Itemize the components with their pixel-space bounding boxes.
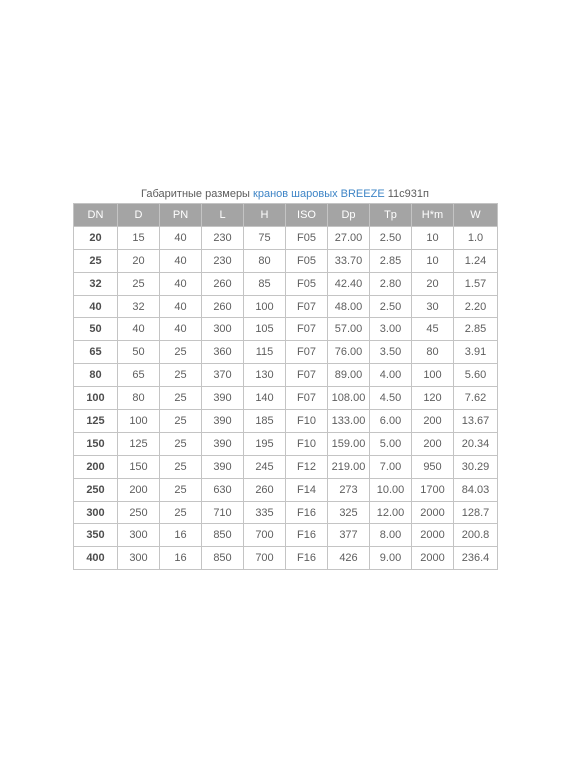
table-cell: 100 [244,295,286,318]
caption-text: Габаритные размеры [141,188,250,200]
dn-cell: 300 [74,501,118,524]
table-cell: F10 [286,410,328,433]
dn-cell: 32 [74,272,118,295]
dn-cell: 25 [74,249,118,272]
table-cell: 10 [412,249,454,272]
table-cell: 195 [244,432,286,455]
table-cell: 115 [244,341,286,364]
table-cell: 40 [160,272,202,295]
table-cell: 335 [244,501,286,524]
table-cell: 9.00 [370,547,412,570]
table-cell: 300 [202,318,244,341]
table-cell: 370 [202,364,244,387]
table-cell: 130 [244,364,286,387]
table-cell: 12.00 [370,501,412,524]
table-cell: 40 [160,318,202,341]
table-cell: 57.00 [328,318,370,341]
table-cell: 100 [412,364,454,387]
table-row [74,524,498,547]
table-cell: 2.85 [454,318,498,341]
table-cell: F05 [286,226,328,249]
table-cell: 45 [412,318,454,341]
table-cell: 15 [118,226,160,249]
table-header-row [74,204,498,227]
table-cell: 3.50 [370,341,412,364]
table-cell: 85 [244,272,286,295]
table-cell: 8.00 [370,524,412,547]
table-cell: 40 [160,249,202,272]
table-cell: 390 [202,387,244,410]
table-cell: F05 [286,249,328,272]
table-cell: 25 [160,387,202,410]
table-cell: 150 [118,455,160,478]
table-cell: 377 [328,524,370,547]
table-cell: 630 [202,478,244,501]
table-cell: 950 [412,455,454,478]
column-header: W [454,204,498,227]
table-cell: 5.60 [454,364,498,387]
table-cell: 710 [202,501,244,524]
table-cell: 16 [160,524,202,547]
table-cell: 4.00 [370,364,412,387]
table-cell: 2.85 [370,249,412,272]
dn-cell: 40 [74,295,118,318]
table-row [74,364,498,387]
table-cell: 2000 [412,547,454,570]
column-header: L [202,204,244,227]
table-cell: 33.70 [328,249,370,272]
table-cell: 20.34 [454,432,498,455]
table-row [74,249,498,272]
table-row [74,387,498,410]
table-cell: 250 [118,501,160,524]
table-cell: 390 [202,410,244,433]
table-cell: 4.50 [370,387,412,410]
table-cell: 7.00 [370,455,412,478]
table-cell: 25 [160,341,202,364]
table-cell: 20 [118,249,160,272]
table-cell: 10 [412,226,454,249]
table-cell: 2000 [412,501,454,524]
table-row [74,501,498,524]
table-cell: 1700 [412,478,454,501]
table-cell: 2.20 [454,295,498,318]
table-cell: 75 [244,226,286,249]
table-cell: 325 [328,501,370,524]
table-row [74,478,498,501]
table-cell: 40 [118,318,160,341]
table-cell: 89.00 [328,364,370,387]
column-header: PN [160,204,202,227]
table-cell: 200 [118,478,160,501]
table-cell: 30.29 [454,455,498,478]
table-cell: 245 [244,455,286,478]
table-cell: 850 [202,547,244,570]
table-cell: 390 [202,432,244,455]
table-cell: 128.7 [454,501,498,524]
caption-link[interactable]: кранов шаровых BREEZE [253,188,385,200]
table-cell: 700 [244,547,286,570]
table-row [74,341,498,364]
column-header: Tp [370,204,412,227]
dn-cell: 250 [74,478,118,501]
table-cell: 200 [412,410,454,433]
table-body [74,226,498,569]
table-cell: 260 [244,478,286,501]
table-cell: 48.00 [328,295,370,318]
table-cell: 16 [160,547,202,570]
table-cell: 2.80 [370,272,412,295]
dimensions-table [73,203,498,570]
table-cell: 200 [412,432,454,455]
table-cell: 108.00 [328,387,370,410]
table-cell: 50 [118,341,160,364]
table-row [74,455,498,478]
table-row [74,295,498,318]
table-cell: 360 [202,341,244,364]
table-cell: 159.00 [328,432,370,455]
table-cell: 300 [118,524,160,547]
table-cell: 7.62 [454,387,498,410]
table-cell: 25 [160,410,202,433]
table-cell: 1.57 [454,272,498,295]
table-cell: F10 [286,432,328,455]
table-cell: 426 [328,547,370,570]
table-row [74,547,498,570]
table-cell: 219.00 [328,455,370,478]
table-cell: 42.40 [328,272,370,295]
table-cell: F16 [286,547,328,570]
table-cell: 80 [118,387,160,410]
table-cell: 25 [160,455,202,478]
table-cell: 84.03 [454,478,498,501]
table-cell: 260 [202,295,244,318]
column-header: H*m [412,204,454,227]
table-cell: 230 [202,249,244,272]
table-cell: 260 [202,272,244,295]
table-cell: F12 [286,455,328,478]
table-cell: 236.4 [454,547,498,570]
table-cell: 3.91 [454,341,498,364]
table-cell: 40 [160,295,202,318]
table-cell: 25 [118,272,160,295]
column-header: ISO [286,204,328,227]
table-row [74,432,498,455]
table-cell: 2.50 [370,226,412,249]
column-header: Dp [328,204,370,227]
table-cell: 200.8 [454,524,498,547]
table-cell: F07 [286,387,328,410]
table-cell: F16 [286,501,328,524]
table-cell: 105 [244,318,286,341]
table-cell: 27.00 [328,226,370,249]
table-cell: 80 [412,341,454,364]
column-header: H [244,204,286,227]
table-cell: F07 [286,318,328,341]
table-cell: 390 [202,455,244,478]
column-header: D [118,204,160,227]
table-cell: 1.0 [454,226,498,249]
table-cell: 1.24 [454,249,498,272]
table-cell: F07 [286,341,328,364]
dn-cell: 50 [74,318,118,341]
dn-cell: 200 [74,455,118,478]
table-cell: 25 [160,478,202,501]
table-cell: 3.00 [370,318,412,341]
table-cell: 25 [160,501,202,524]
table-cell: 100 [118,410,160,433]
table-row [74,318,498,341]
column-header: DN [74,204,118,227]
table-cell: 32 [118,295,160,318]
table-cell: F14 [286,478,328,501]
table-cell: 20 [412,272,454,295]
table-cell: 25 [160,432,202,455]
dn-cell: 125 [74,410,118,433]
table-cell: F07 [286,295,328,318]
table-cell: 133.00 [328,410,370,433]
table-cell: 13.67 [454,410,498,433]
table-cell: 185 [244,410,286,433]
table-cell: 273 [328,478,370,501]
table-cell: 40 [160,226,202,249]
table-cell: 10.00 [370,478,412,501]
dn-cell: 350 [74,524,118,547]
table-cell: 65 [118,364,160,387]
caption-model: 11с931п [387,188,429,200]
dn-cell: 65 [74,341,118,364]
table-cell: 2.50 [370,295,412,318]
table-cell: F07 [286,364,328,387]
dn-cell: 80 [74,364,118,387]
table-cell: 25 [160,364,202,387]
dn-cell: 100 [74,387,118,410]
table-cell: F05 [286,272,328,295]
table-cell: 30 [412,295,454,318]
table-cell: 5.00 [370,432,412,455]
table-cell: F16 [286,524,328,547]
table-caption [73,188,497,200]
table-cell: 140 [244,387,286,410]
table-cell: 6.00 [370,410,412,433]
table-row [74,410,498,433]
table-cell: 125 [118,432,160,455]
table-cell: 300 [118,547,160,570]
dn-cell: 20 [74,226,118,249]
table-cell: 80 [244,249,286,272]
table-row [74,272,498,295]
table-cell: 850 [202,524,244,547]
table-cell: 700 [244,524,286,547]
table-cell: 76.00 [328,341,370,364]
dn-cell: 150 [74,432,118,455]
dn-cell: 400 [74,547,118,570]
table-cell: 2000 [412,524,454,547]
table-row [74,226,498,249]
table-cell: 230 [202,226,244,249]
table-cell: 120 [412,387,454,410]
